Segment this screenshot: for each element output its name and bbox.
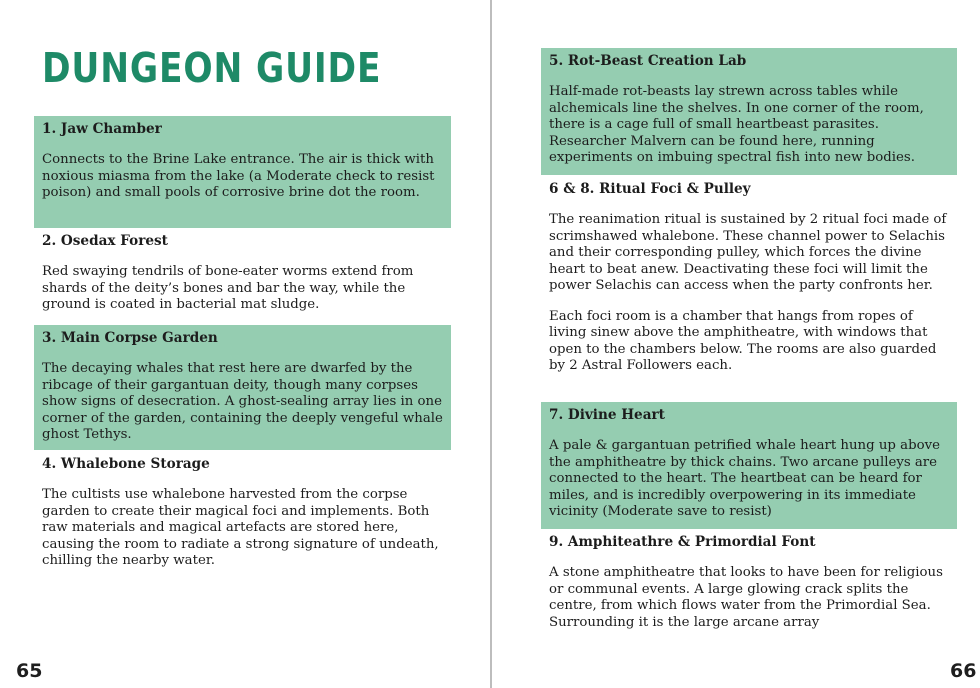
section-body: The cultists use whalebone harvested from the corpse garden to create their magical foci and implements. Both raw materials and magical artefacts are stored here, causing the room to radiate a strong signature of undeath, chilling the nearby water. <box>42 487 439 568</box>
page-number-left: 65 <box>16 660 43 682</box>
section-heading: 7. Divine Heart <box>549 407 665 423</box>
section-body: Each foci room is a chamber that hangs from ropes of living sinew above the amphitheatre, with windows that open to the chambers below. The rooms are also guarded by 2 Astral Followers each. <box>549 308 937 373</box>
section-ritual-foci <box>541 176 957 402</box>
section-heading: 2. Osedax Forest <box>42 233 168 249</box>
section-heading: 4. Whalebone Storage <box>42 456 210 472</box>
section-body: Half-made rot-beasts lay strewn across tables while alchemicals line the shelves. In one corner of the room, there is a cage full of small heartbeast parasites. Researcher Malvern can be found here, running experiments on imbuing spectral fish into new bodies. <box>549 84 924 165</box>
section-body: Connects to the Brine Lake entrance. The air is thick with noxious miasma from the lake (a Moderate check to resist poison) and small pools of corrosive brine dot the room. <box>42 152 435 200</box>
section-body: Red swaying tendrils of bone-eater worms extend from shards of the deity’s bones and bar the way, while the ground is coated in bacterial mat sludge. <box>42 264 414 312</box>
section-heading: 5. Rot-Beast Creation Lab <box>549 53 747 69</box>
section-divine-heart <box>541 402 957 529</box>
section-body: The decaying whales that rest here are dwarfed by the ribcage of their gargantuan deity, though many corpses show signs of desecration. A ghost-sealing array lies in one corner of the garden, containing the deeply vengeful whale ghost Tethys. <box>42 361 443 442</box>
right-page <box>492 0 980 688</box>
section-heading: 6 & 8. Ritual Foci & Pulley <box>549 181 751 197</box>
section-heading: 3. Main Corpse Garden <box>42 330 218 346</box>
section-amphitheatre <box>541 529 957 639</box>
page-title: DUNGEON GUIDE <box>42 44 382 92</box>
section-body: A pale & gargantuan petrified whale heart hung up above the amphitheatre by thick chains. Two arcane pulleys are connected to the heart. The heartbeat can be heard for miles, and is incredibly overpowering in its immediate vicinity (Moderate save to resist) <box>549 438 940 519</box>
section-osedax-forest <box>34 228 451 325</box>
section-whalebone-storage <box>34 451 451 581</box>
page-number-right: 66 <box>950 660 977 682</box>
section-body: The reanimation ritual is sustained by 2 ritual foci made of scrimshawed whalebone. These channel power to Selachis and their corresponding pulley, which forces the divine heart to beat anew. Deactivating these foci will limit the power Selachis can access when the party confronts her. <box>549 212 947 293</box>
section-jaw-chamber <box>34 116 451 228</box>
section-body: A stone amphitheatre that looks to have been for religious or communal events. A large glowing crack splits the centre, from which flows water from the Primordial Sea. Surrounding it is the large arcane array <box>549 565 943 630</box>
section-heading: 1. Jaw Chamber <box>42 121 162 137</box>
section-main-corpse-garden <box>34 325 451 450</box>
section-heading: 9. Amphiteathre & Primordial Font <box>549 534 816 550</box>
section-rot-beast-lab <box>541 48 957 175</box>
